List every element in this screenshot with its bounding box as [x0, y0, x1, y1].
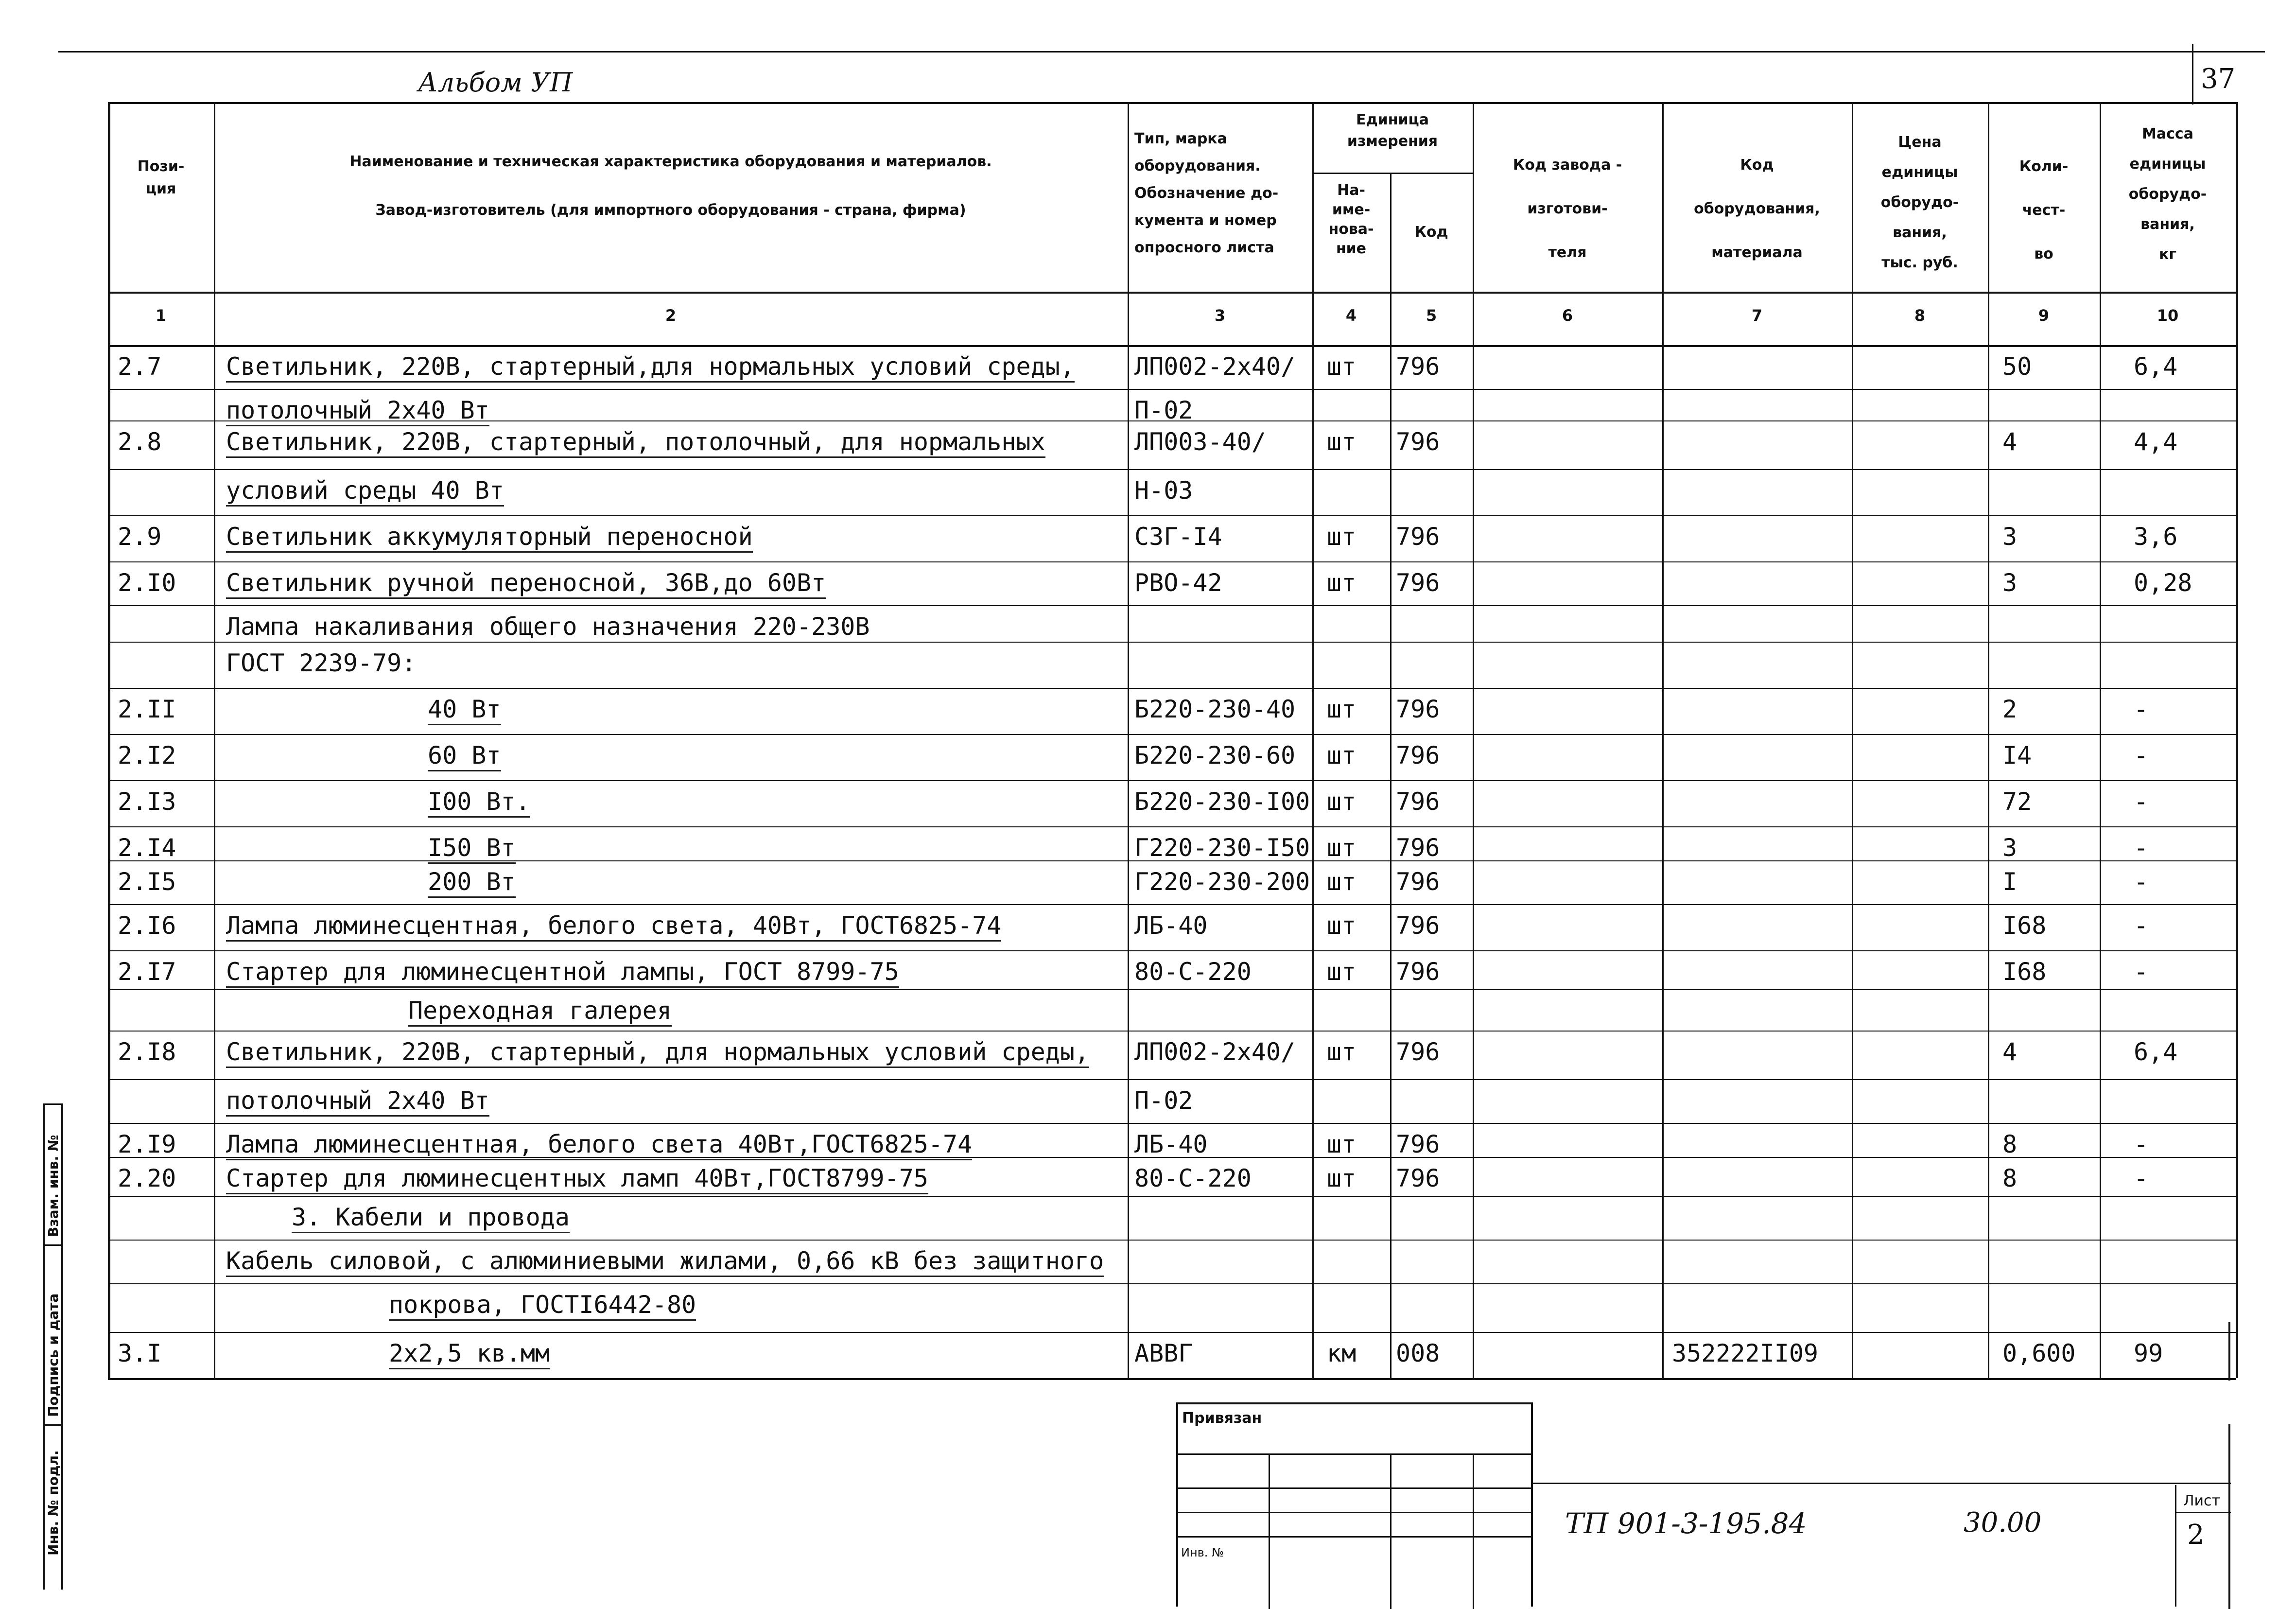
col-header-unit-group: Единица измерения	[1347, 111, 1438, 150]
column-number: 10	[2157, 306, 2179, 325]
row-name: Светильник, 220В, стартерный,для нормальных условий среды,	[226, 352, 1075, 383]
col-header-name-line1: Наименование и техническая характеристика оборудования и материалов.	[349, 153, 992, 170]
row-rule	[108, 345, 2236, 346]
column-number: 7	[1751, 306, 1763, 325]
column-rule	[1662, 102, 1664, 1378]
sheet-number: 2	[2187, 1519, 2205, 1551]
row-position: 2.9	[118, 523, 162, 551]
row-mass: -	[2134, 695, 2149, 723]
row-quantity: 72	[2002, 787, 2032, 816]
page-number: 37	[2201, 63, 2236, 95]
row-name: 2х2,5 кв.мм	[389, 1339, 550, 1369]
row-type: ЛП002-2х40/	[1134, 1038, 1296, 1066]
title-block-rule	[1176, 1402, 1178, 1607]
row-mass: 99	[2134, 1339, 2163, 1367]
column-rule	[214, 102, 215, 1378]
row-position: 2.I4	[118, 834, 176, 862]
title-block-rule	[1176, 1402, 1531, 1404]
row-type: Г220-230-I50	[1134, 834, 1310, 862]
row-unit-code: 796	[1396, 834, 1440, 862]
column-rule	[2236, 102, 2238, 1378]
row-name: Светильник, 220В, стартерный, потолочный, для нормальных	[226, 427, 1045, 458]
row-unit-code: 796	[1396, 569, 1440, 597]
col-header-equipment-code: Код оборудования, материала	[1694, 157, 1820, 261]
row-unit-code: 008	[1396, 1339, 1440, 1367]
row-name: I50 Вт	[428, 833, 516, 864]
title-block-rule	[1176, 1512, 1533, 1513]
row-unit: шт	[1327, 352, 1357, 381]
row-name: Переходная галерея	[408, 996, 672, 1027]
row-unit: шт	[1327, 428, 1357, 456]
row-type: ЛБ-40	[1134, 1130, 1208, 1158]
row-position: 2.I0	[118, 569, 176, 597]
table-top-rule	[108, 102, 2236, 104]
row-name: 60 Вт	[428, 741, 501, 771]
row-position: 2.I8	[118, 1038, 176, 1066]
row-position: 2.I6	[118, 911, 176, 940]
row-position: 2.I7	[118, 958, 176, 986]
row-unit: шт	[1327, 868, 1357, 896]
column-rule	[1128, 102, 1129, 1378]
row-name: потолочный 2х40 Вт	[226, 1086, 489, 1117]
row-type: ЛП003-40/	[1134, 428, 1266, 456]
row-name: Кабель силовой, с алюминиевыми жилами, 0,66 кВ без защитного	[226, 1246, 1104, 1277]
row-name: Лампа люминесцентная, белого света, 40Вт, ГОСТ6825-74	[226, 911, 1001, 942]
title-block-rule	[1473, 1453, 1474, 1609]
row-unit-code: 796	[1396, 695, 1440, 723]
col-header-position: Пози- ция	[137, 158, 185, 197]
row-unit-code: 796	[1396, 1130, 1440, 1158]
row-unit-code: 796	[1396, 911, 1440, 940]
title-block-rule	[1390, 1453, 1392, 1609]
row-mass: -	[2134, 868, 2149, 896]
row-rule	[108, 1079, 2236, 1080]
row-type: АВВГ	[1134, 1339, 1193, 1367]
row-unit: шт	[1327, 834, 1357, 862]
row-unit: шт	[1327, 1130, 1357, 1158]
row-rule	[108, 826, 2236, 827]
row-unit: шт	[1327, 1164, 1357, 1192]
side-stamp-label: Подпись и дата	[45, 1293, 61, 1417]
row-position: 2.II	[118, 695, 176, 723]
row-position: 2.I9	[118, 1130, 176, 1158]
row-quantity: 2	[2002, 695, 2018, 723]
row-quantity: 3	[2002, 834, 2018, 862]
row-name: ГОСТ 2239-79:	[226, 649, 417, 677]
row-unit-code: 796	[1396, 868, 1440, 896]
row-rule	[108, 688, 2236, 689]
row-rule	[108, 515, 2236, 516]
sheet-label: Лист	[2183, 1492, 2221, 1509]
row-quantity: 8	[2002, 1164, 2018, 1192]
col-header-mass: Масса единицы оборудо- вания, кг	[2128, 125, 2207, 263]
bound-label: Привязан	[1182, 1410, 1262, 1427]
column-number: 2	[665, 306, 677, 325]
document-number: ТП 901-3-195.84	[1565, 1507, 1807, 1540]
side-strip-rule	[43, 1103, 63, 1105]
row-rule	[108, 642, 2236, 643]
row-name: Лампа накаливания общего назначения 220-230В	[226, 612, 870, 641]
title-block-rule	[1531, 1402, 1533, 1607]
title-block-rule	[1269, 1453, 1270, 1609]
row-rule	[108, 1240, 2236, 1241]
row-type: Г220-230-200	[1134, 868, 1310, 896]
column-rule	[1390, 173, 1392, 1378]
side-strip-rule	[61, 1103, 63, 1590]
row-rule	[108, 1283, 2236, 1284]
row-quantity: I	[2002, 868, 2018, 896]
row-name: 40 Вт	[428, 695, 501, 725]
row-mass: 4,4	[2134, 428, 2178, 456]
row-position: 2.I2	[118, 741, 176, 770]
row-mass: -	[2134, 787, 2149, 816]
row-type: П-02	[1134, 1086, 1193, 1115]
row-type: Б220-230-40	[1134, 695, 1296, 723]
row-rule	[108, 1123, 2236, 1124]
row-name: условий среды 40 Вт	[226, 476, 504, 507]
col-header-unit-name: На- име- нова- ние	[1328, 182, 1374, 257]
unit-subheader-rule	[1312, 173, 1473, 174]
row-quantity: 8	[2002, 1130, 2018, 1158]
title-block-rule	[2228, 1424, 2230, 1609]
row-type: РВО-42	[1134, 569, 1222, 597]
row-unit: шт	[1327, 741, 1357, 770]
row-mass: 6,4	[2134, 352, 2178, 381]
row-equipment-code: 352222II09	[1672, 1339, 1819, 1367]
row-rule	[108, 389, 2236, 390]
row-unit: шт	[1327, 569, 1357, 597]
section-code: 30.00	[1964, 1507, 2042, 1539]
title-block-rule	[1531, 1483, 2231, 1484]
row-unit-code: 796	[1396, 428, 1440, 456]
row-name: Светильник ручной переносной, 36В,до 60Вт	[226, 568, 826, 599]
row-unit: шт	[1327, 1038, 1357, 1066]
row-unit-code: 796	[1396, 1164, 1440, 1192]
row-unit: шт	[1327, 787, 1357, 816]
row-unit-code: 796	[1396, 523, 1440, 551]
row-rule	[108, 1332, 2236, 1333]
row-type: СЗГ-I4	[1134, 523, 1222, 551]
row-quantity: 0,600	[2002, 1339, 2076, 1367]
row-unit: шт	[1327, 523, 1357, 551]
column-number: 5	[1426, 306, 1437, 325]
row-type: ЛП002-2х40/	[1134, 352, 1296, 381]
col-header-factory-code: Код завода - изготови- теля	[1513, 157, 1622, 261]
row-mass: -	[2134, 958, 2149, 986]
album-title: Альбом УП	[418, 67, 573, 98]
row-position: 3.I	[118, 1339, 162, 1367]
row-rule	[108, 1031, 2236, 1032]
col-header-unit-code: Код	[1414, 224, 1448, 241]
row-type: Б220-230-I00	[1134, 787, 1310, 816]
col-header-quantity: Коли- чест- во	[2019, 158, 2069, 262]
column-number: 8	[1914, 306, 1926, 325]
row-unit: шт	[1327, 695, 1357, 723]
title-block-rule	[1176, 1487, 1533, 1489]
title-block-rule	[1176, 1453, 1533, 1455]
row-name: Стартер для люминесцентной лампы, ГОСТ 8799-75	[226, 957, 899, 988]
side-stamp-label: Взам. инв. №	[45, 1135, 61, 1237]
row-name: 200 Вт	[428, 867, 516, 898]
row-rule	[108, 904, 2236, 905]
row-unit-code: 796	[1396, 958, 1440, 986]
column-number: 9	[2038, 306, 2050, 325]
row-mass: 6,4	[2134, 1038, 2178, 1066]
row-unit: км	[1327, 1339, 1357, 1367]
row-rule	[108, 1378, 2236, 1379]
row-mass: 0,28	[2134, 569, 2192, 597]
column-rule	[1473, 102, 1474, 1378]
row-type: Н-03	[1134, 476, 1193, 505]
column-number: 3	[1214, 306, 1226, 325]
inv-label: Инв. №	[1181, 1546, 1224, 1559]
row-mass: -	[2134, 911, 2149, 940]
row-position: 2.I5	[118, 868, 176, 896]
side-strip-rule	[43, 1103, 45, 1590]
row-mass: -	[2134, 834, 2149, 862]
row-quantity: I68	[2002, 958, 2047, 986]
row-name: потолочный 2х40 Вт	[226, 396, 489, 426]
row-name: Светильник, 220В, стартерный, для нормальных условий среды,	[226, 1037, 1089, 1068]
row-quantity: 4	[2002, 428, 2018, 456]
row-unit-code: 796	[1396, 1038, 1440, 1066]
row-type: П-02	[1134, 396, 1193, 424]
row-name: покрова, ГОСТI6442-80	[389, 1290, 696, 1321]
row-mass: -	[2134, 1164, 2149, 1192]
row-rule	[108, 989, 2236, 990]
column-rule	[2100, 102, 2101, 1378]
row-rule	[108, 780, 2236, 781]
row-name: Светильник аккумуляторный переносной	[226, 522, 753, 553]
row-unit-code: 796	[1396, 741, 1440, 770]
column-number: 4	[1345, 306, 1357, 325]
row-name: 3. Кабели и провода	[292, 1203, 570, 1233]
row-quantity: I4	[2002, 741, 2032, 770]
row-rule	[108, 734, 2236, 735]
row-unit-code: 796	[1396, 787, 1440, 816]
header-bottom-rule	[108, 292, 2236, 294]
col-header-price: Цена единицы оборудо- вания, тыс. руб.	[1880, 134, 1959, 271]
row-position: 2.I3	[118, 787, 176, 816]
row-mass: -	[2134, 1130, 2149, 1158]
row-quantity: 50	[2002, 352, 2032, 381]
row-quantity: 4	[2002, 1038, 2018, 1066]
row-rule	[108, 605, 2236, 606]
row-type: Б220-230-60	[1134, 741, 1296, 770]
row-quantity: 3	[2002, 523, 2018, 551]
side-strip-rule	[43, 1244, 63, 1246]
column-rule	[1312, 102, 1314, 1378]
column-rule	[1988, 102, 1989, 1378]
row-type: 80-С-220	[1134, 958, 1252, 986]
row-position: 2.7	[118, 352, 162, 381]
title-block-rule	[2175, 1485, 2176, 1607]
row-unit-code: 796	[1396, 352, 1440, 381]
title-block-rule	[2176, 1512, 2231, 1513]
side-strip-rule	[43, 1424, 63, 1426]
row-type: 80-С-220	[1134, 1164, 1252, 1192]
row-rule	[108, 561, 2236, 562]
row-quantity: 3	[2002, 569, 2018, 597]
column-rule	[1852, 102, 1853, 1378]
row-name: Лампа люминесцентная, белого света 40Вт,ГОСТ6825-74	[226, 1130, 972, 1160]
title-block-rule	[2228, 1322, 2230, 1381]
row-mass: -	[2134, 741, 2149, 770]
title-block-rule	[1176, 1536, 1533, 1538]
row-name: Стартер для люминесцентных ламп 40Вт,ГОСТ8799-75	[226, 1164, 928, 1194]
column-number: 6	[1562, 306, 1573, 325]
row-position: 2.20	[118, 1164, 176, 1192]
row-type: ЛБ-40	[1134, 911, 1208, 940]
col-header-name-line2: Завод-изготовитель (для импортного оборудования - страна, фирма)	[375, 202, 966, 219]
row-mass: 3,6	[2134, 523, 2178, 551]
row-rule	[108, 950, 2236, 951]
col-header-type: Тип, марка оборудования. Обозначение до- кумента и номер опросного листа	[1134, 130, 1279, 256]
side-stamp-label: Инв. № подл.	[45, 1450, 61, 1556]
row-name: I00 Вт.	[428, 787, 530, 818]
column-rule	[108, 102, 110, 1378]
row-position: 2.8	[118, 428, 162, 456]
row-quantity: I68	[2002, 911, 2047, 940]
row-unit: шт	[1327, 911, 1357, 940]
row-rule	[108, 469, 2236, 470]
row-rule	[108, 1196, 2236, 1197]
column-number: 1	[155, 306, 167, 325]
row-unit: шт	[1327, 958, 1357, 986]
